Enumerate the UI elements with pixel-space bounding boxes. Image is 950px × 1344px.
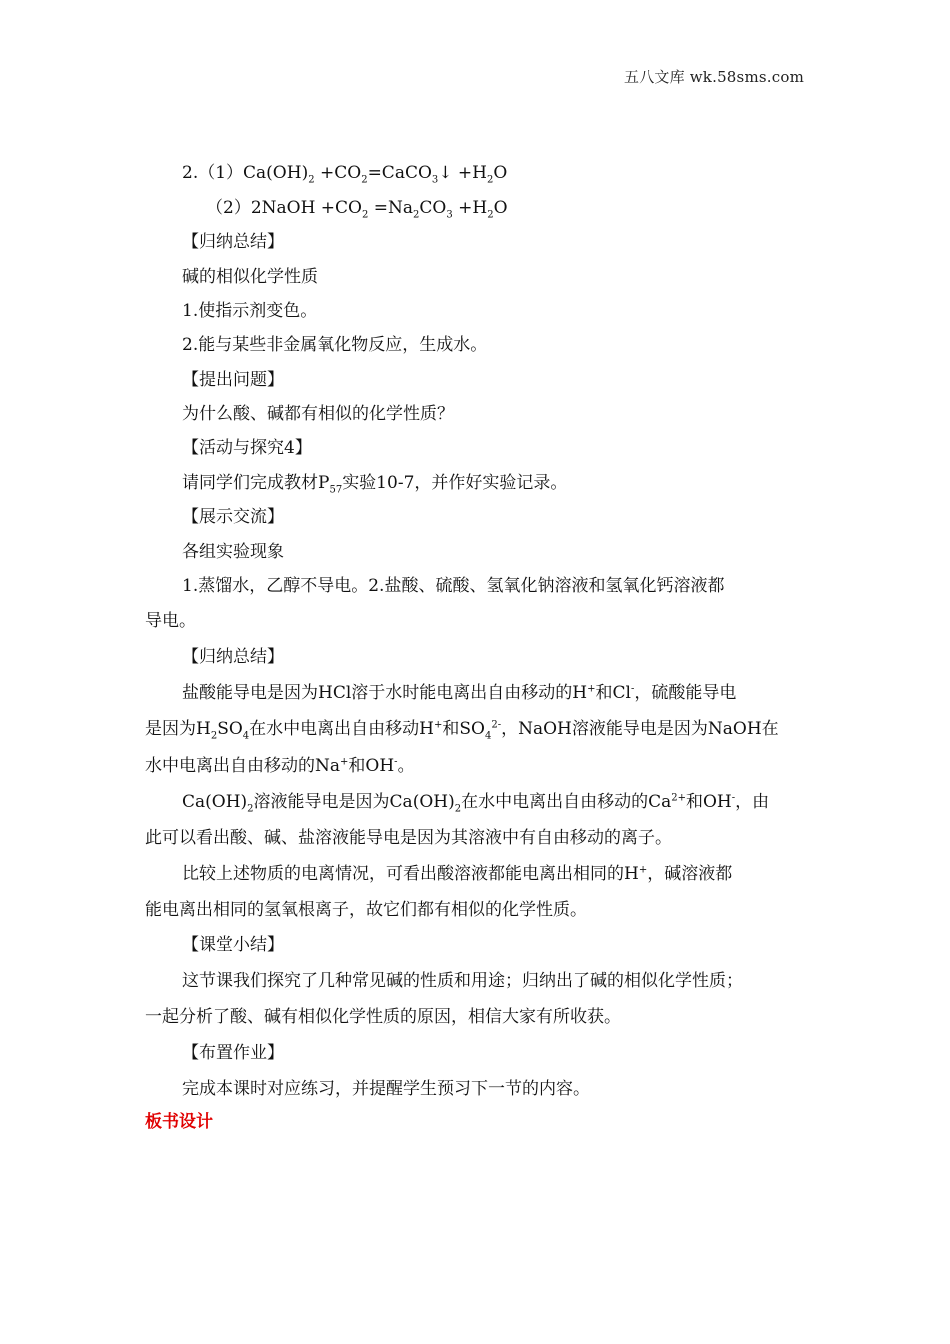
text-line: 能电离出相同的氢氧根离子，故它们都有相似的化学性质。 bbox=[145, 900, 587, 920]
section-heading: 【课堂小结】 bbox=[182, 935, 284, 955]
section-heading: 【展示交流】 bbox=[182, 507, 284, 527]
text-line: 1.蒸馏水，乙醇不导电。2.盐酸、硫酸、氢氧化钠溶液和氢氧化钙溶液都 bbox=[182, 576, 725, 596]
text-line: 2.能与某些非金属氧化物反应，生成水。 bbox=[182, 335, 488, 355]
text-line: 这节课我们探究了几种常见碱的性质和用途；归纳出了碱的相似化学性质； bbox=[182, 971, 743, 991]
text-line: 比较上述物质的电离情况，可看出酸溶液都能电离出相同的H+，碱溶液都 bbox=[182, 864, 733, 884]
text-line: 水中电离出自由移动的Na+和OH-。 bbox=[145, 756, 415, 776]
text-line: 请同学们完成教材$P_{57}$实验10-7，并作好实验记录。 bbox=[182, 473, 568, 496]
text-line: 为什么酸、碱都有相似的化学性质？ bbox=[182, 404, 454, 424]
text-line: $Ca(OH)_2$溶液能导电是因为$Ca(OH)_2$在水中电离出自由移动的$Ca^{2+}$和OH-，由 bbox=[182, 792, 770, 815]
section-heading: 【归纳总结】 bbox=[182, 647, 284, 667]
text-line: 盐酸能导电是因为HCl溶于水时能电离出自由移动的H+和Cl-，硫酸能导电 bbox=[182, 683, 737, 703]
text-line: 一起分析了酸、碱有相似化学性质的原因，相信大家有所收获。 bbox=[145, 1007, 621, 1027]
text-line: 1.使指示剂变色。 bbox=[182, 301, 318, 321]
equation-2: （2）2NaOH $+CO_2 =Na_2CO_3 +H_2O$ bbox=[206, 198, 508, 221]
section-heading: 【布置作业】 bbox=[182, 1043, 284, 1063]
section-heading: 【提出问题】 bbox=[182, 370, 284, 390]
equation-1: $2.(1)Ca(OH)_2$ $+CO_2=CaCO_3↓ +H_2O$ bbox=[182, 163, 508, 186]
page-header-site: 五八文库 wk.58sms.com bbox=[624, 68, 804, 86]
text-line: 碱的相似化学性质 bbox=[182, 267, 318, 287]
text-line: 完成本课时对应练习，并提醒学生预习下一节的内容。 bbox=[182, 1079, 590, 1099]
text-line: 是因为$H_2SO_4$在水中电离出自由移动H+和$SO_4^{2-}$，NaOH溶液能导电是因为NaOH在 bbox=[145, 719, 779, 742]
text-line: 此可以看出酸、碱、盐溶液能导电是因为其溶液中有自由移动的离子。 bbox=[145, 828, 672, 848]
text-line: 导电。 bbox=[145, 611, 196, 631]
section-heading: 【活动与探究4】 bbox=[182, 438, 312, 458]
text-line: 各组实验现象 bbox=[182, 542, 284, 562]
section-heading: 【归纳总结】 bbox=[182, 232, 284, 252]
board-design-heading: 板书设计 bbox=[145, 1112, 213, 1132]
